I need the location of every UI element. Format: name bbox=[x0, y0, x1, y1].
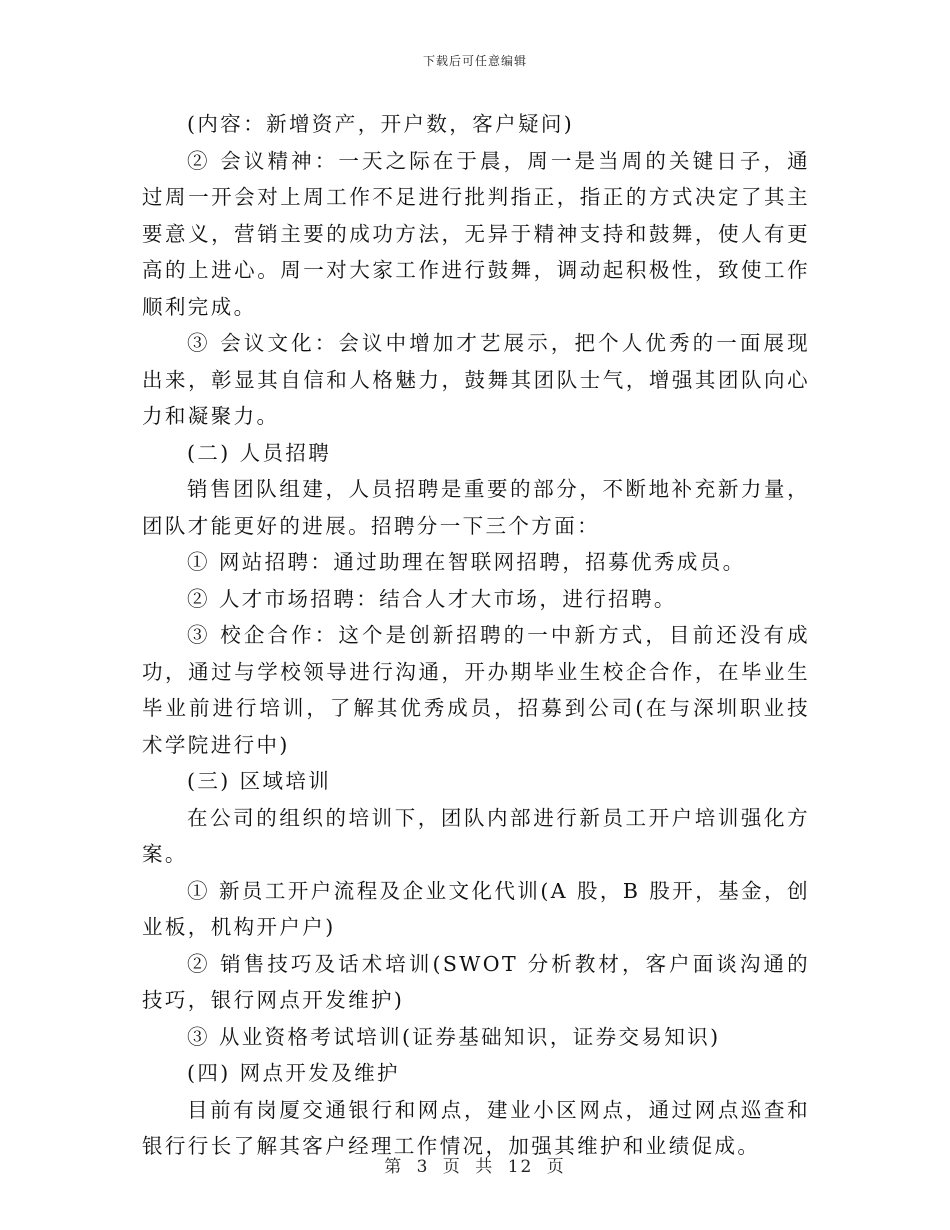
paragraph-sales-skills-training: ② 销售技巧及话术培训(SWOT 分析教材，客户面谈沟通的技巧，银行网点开发维护) bbox=[142, 951, 810, 1012]
paragraph-recruitment-intro: 销售团队组建，人员招聘是重要的部分，不断地补充新力量，团队才能更好的进展。招聘分一下三个方面： bbox=[142, 477, 810, 538]
paragraph-qualification-exam-training: ③ 从业资格考试培训(证券基础知识，证券交易知识) bbox=[187, 1024, 721, 1049]
page-header: 下载后可任意编辑 bbox=[422, 54, 527, 68]
paragraph-branch-development: 目前有岗厦交通银行和网点，建业小区网点，通过网点巡查和银行行长了解其客户经理工作情况，加强其维护和业绩促成。 bbox=[142, 1097, 810, 1158]
paragraph-content-note: (内容：新增资产，开户数，客户疑问) bbox=[187, 112, 575, 136]
section-heading-recruitment: (二) 人员招聘 bbox=[187, 440, 332, 465]
section-heading-branch-development: (四) 网点开发及维护 bbox=[187, 1061, 400, 1085]
paragraph-meeting-spirit: ② 会议精神：一天之际在于晨，周一是当周的关键日子，通过周一开会对上周工作不足进行批判指正，指正的方式决定了其主要意义，营销主要的成功方法，无异于精神支持和鼓舞，使人有更高的上进心。周一对大家工作进行鼓舞，调动起积极性，致使工作顺利完成。 bbox=[142, 148, 810, 319]
paragraph-account-opening-training: ① 新员工开户流程及企业文化代训(A 股，B 股开，基金，创业板，机构开户户) bbox=[142, 878, 810, 939]
page-footer: 第 3 页 共 12 页 bbox=[384, 1157, 566, 1177]
paragraph-talent-market-recruitment: ② 人才市场招聘：结合人才大市场，进行招聘。 bbox=[187, 586, 677, 611]
document-body bbox=[142, 106, 810, 1165]
paragraph-training-intro: 在公司的组织的培训下，团队内部进行新员工开户培训强化方案。 bbox=[142, 805, 810, 866]
paragraph-school-enterprise-cooperation: ③ 校企合作：这个是创新招聘的一中新方式，目前还没有成功，通过与学校领导进行沟通，开办期毕业生校企合作，在毕业生毕业前进行培训，了解其优秀成员，招募到公司(在与深圳职业技术学院进行中) bbox=[142, 623, 810, 757]
paragraph-website-recruitment: ① 网站招聘：通过助理在智联网招聘，招募优秀成员。 bbox=[187, 550, 746, 574]
paragraph-meeting-culture: ③ 会议文化：会议中增加才艺展示，把个人优秀的一面展现出来，彰显其自信和人格魅力，鼓舞其团队士气，增强其团队向心力和凝聚力。 bbox=[142, 331, 810, 428]
section-heading-regional-training: (三) 区域培训 bbox=[187, 769, 332, 793]
